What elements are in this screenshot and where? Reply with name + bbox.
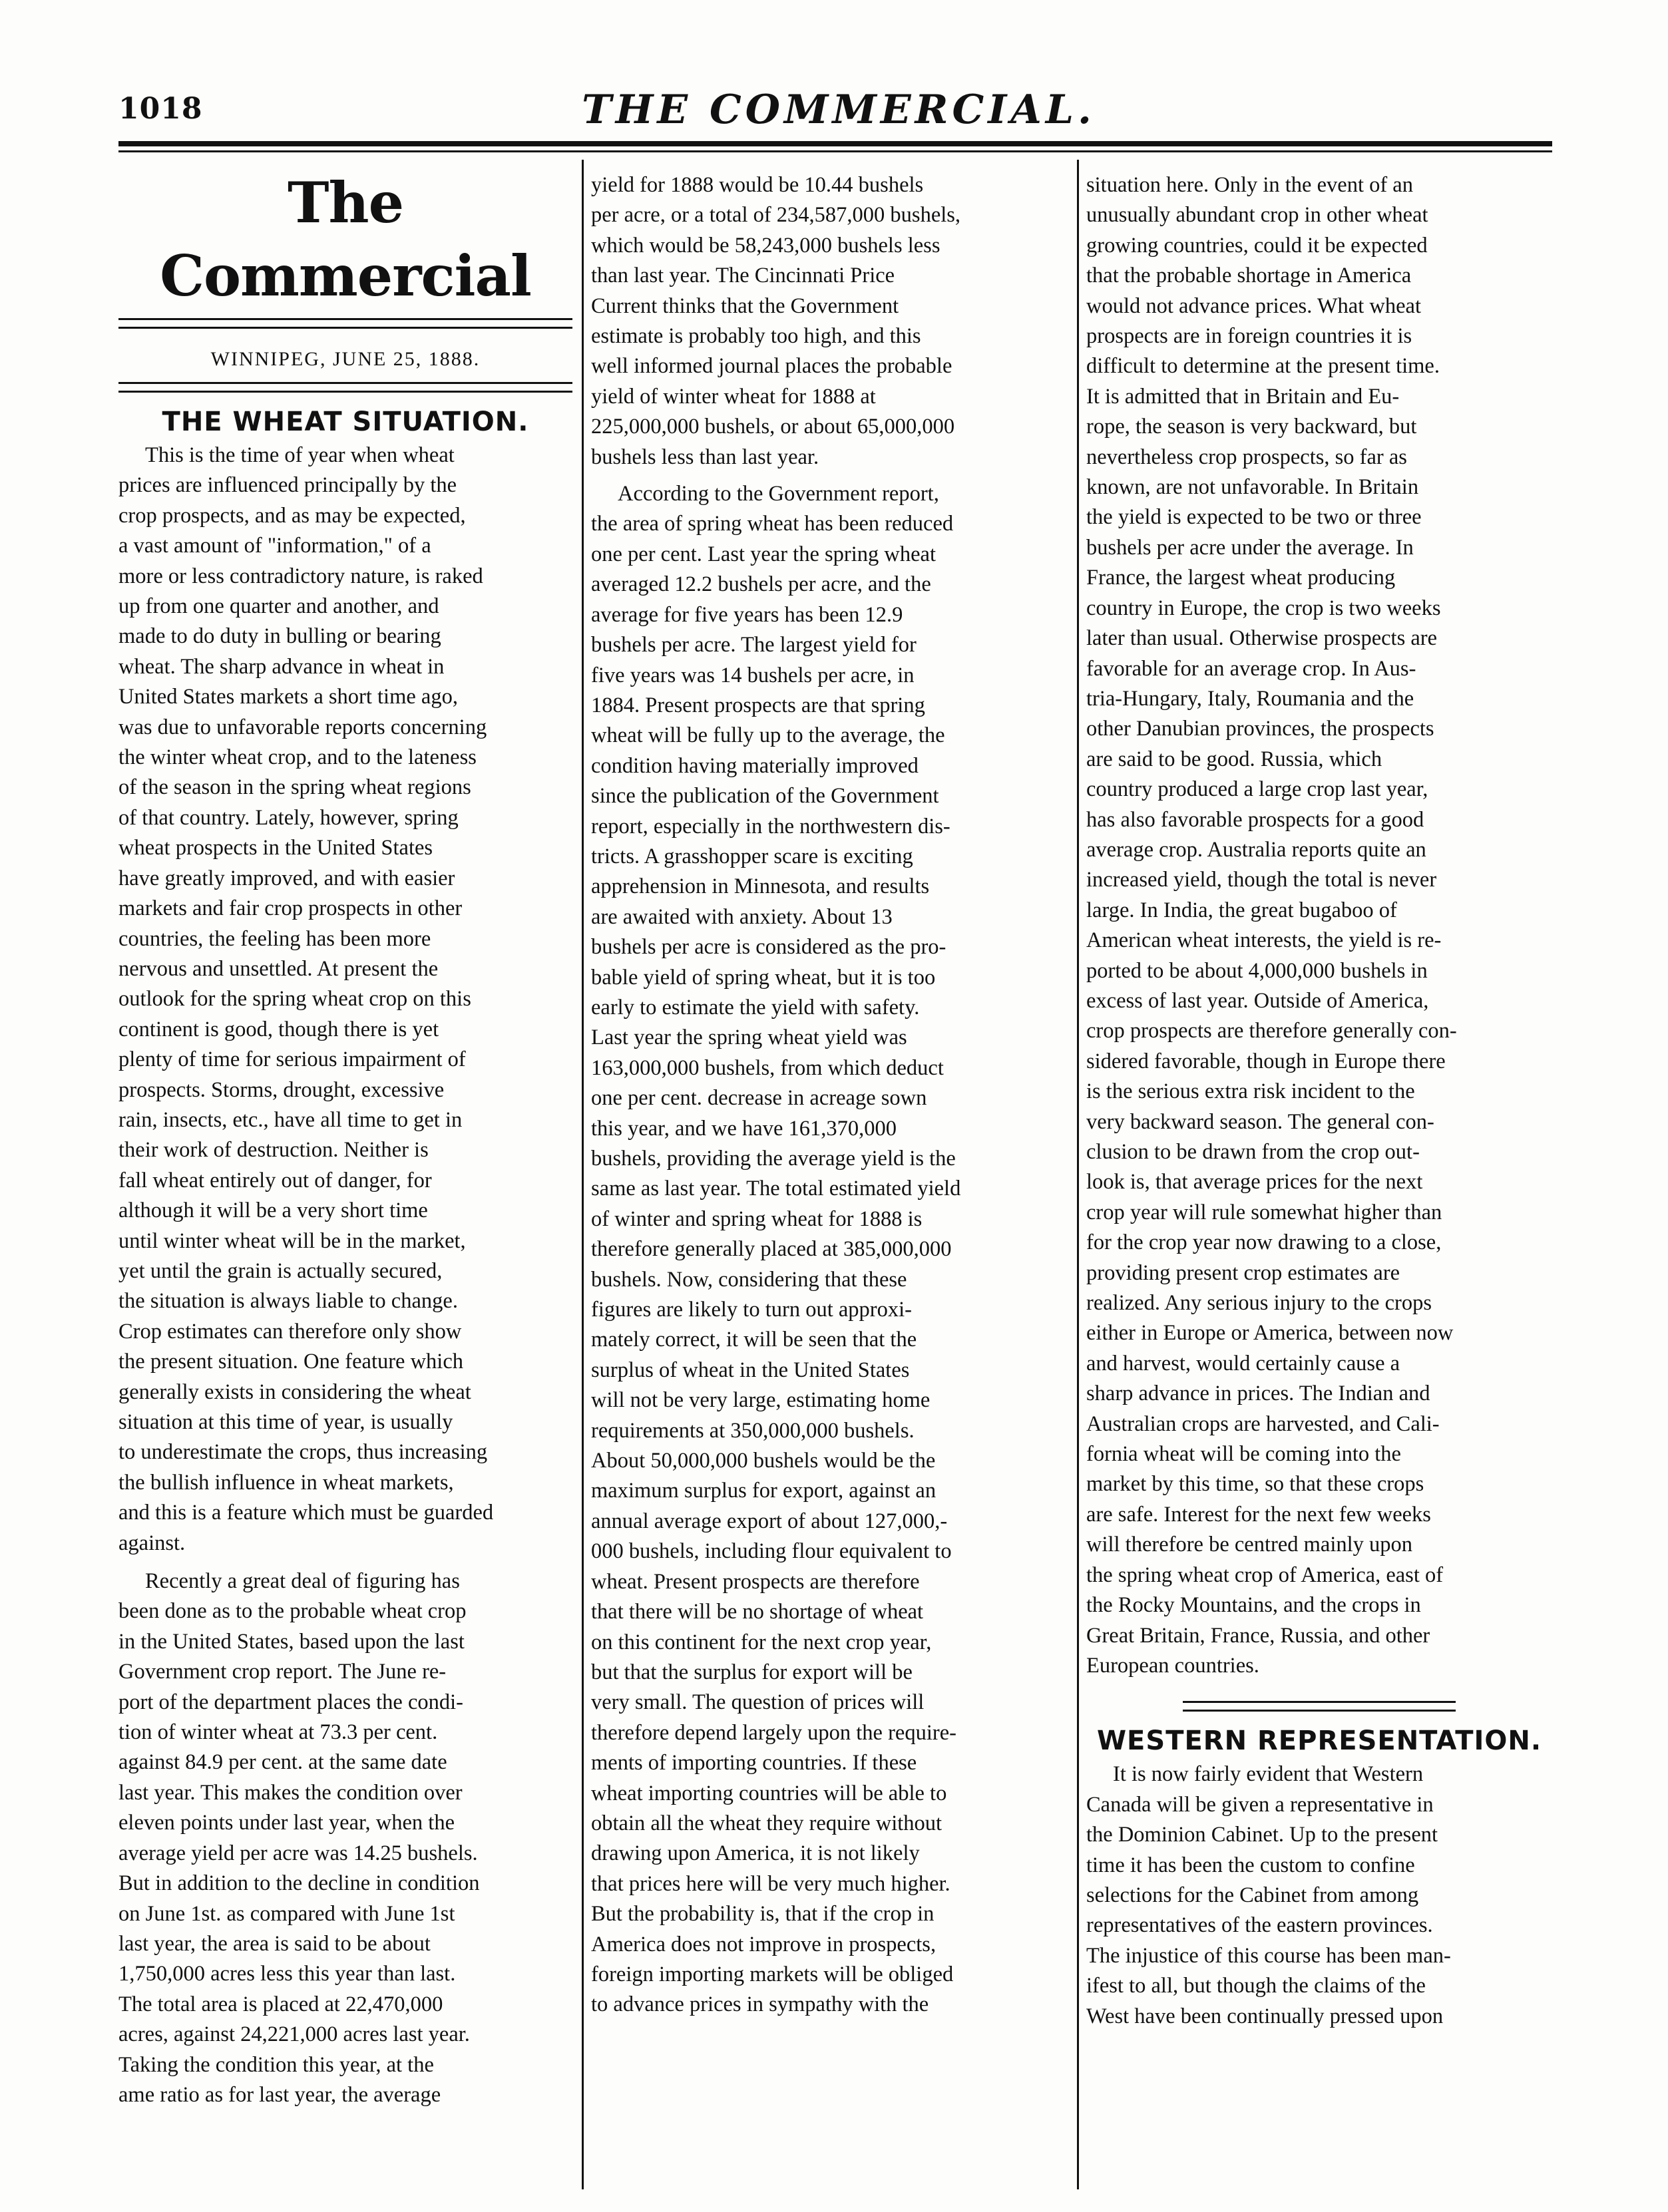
text-line: Great Britain, France, Russia, and other [1086,1623,1430,1648]
text-line: either in Europe or America, between now [1086,1321,1454,1346]
text-line: later than usual. Otherwise prospects are [1086,626,1438,651]
text-line: on June 1st. as compared with June 1st [118,1901,455,1926]
text-line: the spring wheat crop of America, east of [1086,1563,1444,1587]
text-line: more or less contradictory nature, is raked [118,564,483,588]
text-line: than last year. The Cincinnati Price [591,264,895,288]
text-line: Taking the condition this year, at the [118,2052,434,2077]
text-line: on this continent for the next crop year, [591,1630,932,1654]
text-line: It is admitted that in Britain and Eu- [1086,384,1400,409]
text-line: this year, and we have 161,370,000 [591,1116,897,1141]
text-line: have greatly improved, and with easier [118,866,455,890]
text-line: But in addition to the decline in condition [118,1871,480,1896]
text-line: European countries. [1086,1653,1259,1678]
text-line: early to estimate the yield with safety. [591,995,920,1019]
text-line: providing present crop estimates are [1086,1260,1400,1285]
text-line: Recently a great deal of figuring has [145,1569,460,1594]
text-line: and harvest, would certainly cause a [1086,1351,1400,1376]
text-line: plenty of time for serious impairment of [118,1047,466,1072]
text-line: in the United States, based upon the last [118,1629,465,1654]
text-line: country produced a large crop last year, [1086,777,1428,802]
text-line: wheat will be fully up to the average, the [591,723,945,748]
column-2 [591,170,1068,2020]
text-line: prices are influenced principally by the [118,473,457,498]
headline-western-representation: WESTERN REPRESENTATION. [1096,1726,1542,1757]
text-line: their work of destruction. Neither is [118,1138,429,1163]
text-line: up from one quarter and another, and [118,594,439,619]
text-line: to underestimate the crops, thus increasing [118,1440,488,1465]
text-line: been done as to the probable wheat crop [118,1599,467,1624]
text-line: About 50,000,000 bushels would be the [591,1449,936,1473]
text-line: that prices here will be very much higher. [591,1871,950,1896]
text-line: continent is good, though there is yet [118,1017,439,1041]
text-line: America does not improve in prospects, [591,1932,937,1956]
text-line: eleven points under last year, when the [118,1811,455,1835]
text-line: for the crop year now drawing to a close, [1086,1230,1442,1255]
text-line: situation here. Only in the event of an [1086,173,1413,197]
text-line: the area of spring wheat has been reduced [591,512,954,536]
text-line: against 84.9 per cent. at the same date [118,1750,447,1775]
text-line: will therefore be centred mainly upon [1086,1533,1413,1557]
text-line: nevertheless crop prospects, so far as [1086,445,1407,469]
text-line: since the publication of the Government [591,784,939,809]
column-3-text-western [1086,1759,1552,2032]
header-rule-top [118,141,1552,146]
text-line: acres, against 24,221,000 acres last year. [118,2022,470,2047]
text-line: was due to unfavorable reports concerning [118,715,487,739]
text-line: This is the time of year when wheat [145,443,455,467]
text-line: of the season in the spring wheat regions [118,775,471,800]
text-line: markets and fair crop prospects in other [118,896,463,921]
text-line: 163,000,000 bushels, from which deduct [591,1055,944,1080]
text-line: but that the surplus for export will be [591,1660,913,1684]
text-line: excess of last year. Outside of America, [1086,988,1429,1013]
text-line: other Danubian provinces, the prospects [1086,717,1434,741]
text-line: that the probable shortage in America [1086,264,1412,288]
text-line: 225,000,000 bushels, or about 65,000,000 [591,415,955,439]
text-line: apprehension in Minnesota, and results [591,874,930,899]
text-line: large. In India, the great bugaboo of [1086,898,1397,922]
text-line: United States markets a short time ago, [118,685,458,709]
text-line: France, the largest wheat producing [1086,566,1396,590]
text-line: the present situation. One feature which [118,1350,464,1374]
text-line: difficult to determine at the present time. [1086,354,1440,379]
text-line: therefore generally placed at 385,000,000 [591,1237,952,1262]
text-line: sharp advance in prices. The Indian and [1086,1382,1430,1406]
text-line: The injustice of this course has been man- [1086,1943,1451,1968]
text-line: bushels per acre is considered as the pro- [591,935,946,960]
text-line: are said to be good. Russia, which [1086,747,1382,771]
text-line: which would be 58,243,000 bushels less [591,233,940,258]
text-line: wheat importing countries will be able to [591,1781,947,1805]
text-line: would not advance prices. What wheat [1086,293,1421,318]
text-line: unusually abundant crop in other wheat [1086,203,1428,228]
text-line: wheat prospects in the United States [118,836,433,860]
text-line: bushels per acre under the average. In [1086,535,1414,560]
text-line: crop prospects, and as may be expected, [118,503,466,528]
masthead-title: The Commercial [160,170,531,309]
text-line: a vast amount of "information," of a [118,534,431,558]
column-rule-1 [582,160,584,2189]
text-line: the Dominion Cabinet. Up to the present [1086,1823,1438,1847]
text-line: bushels, providing the average yield is the [591,1147,956,1171]
text-line: drawing upon America, it is not likely [591,1841,920,1866]
text-line: until winter wheat will be in the market, [118,1228,466,1253]
text-line: rain, insects, etc., have all time to get in [118,1107,463,1132]
text-line: Current thinks that the Government [591,293,899,318]
text-line: well informed journal places the probable [591,354,952,379]
text-line: 1884. Present prospects are that spring [591,693,925,717]
text-line: fornia wheat will be coming into the [1086,1442,1401,1467]
column-2-text [591,170,1068,2020]
text-line: estimate is probably too high, and this [591,324,921,349]
text-line: Last year the spring wheat yield was [591,1025,907,1050]
text-line: the yield is expected to be two or three [1086,505,1422,530]
text-line: country in Europe, the crop is two weeks [1086,596,1441,620]
text-line: representatives of the eastern provinces. [1086,1913,1433,1938]
text-line: one per cent. decrease in acreage sown [591,1086,927,1111]
text-line: has also favorable prospects for a good [1086,807,1424,832]
text-line: the winter wheat crop, and to the lateness [118,745,477,770]
text-line: therefore depend largely upon the require- [591,1720,956,1745]
text-line: bushels. Now, considering that these [591,1267,907,1292]
text-line: selections for the Cabinet from among [1086,1883,1419,1907]
text-line: countries, the feeling has been more [118,926,431,951]
text-line: sidered favorable, though in Europe there [1086,1049,1446,1073]
text-line: American wheat interests, the yield is re- [1086,928,1442,953]
column-3 [1086,170,1552,2032]
text-line: against. [118,1531,186,1555]
masthead-rule [118,318,572,329]
text-line: annual average export of about 127,000,- [591,1509,948,1533]
running-head: THE COMMERCIAL. [582,87,1096,133]
text-line: tion of winter wheat at 73.3 per cent. [118,1720,438,1745]
text-line: ments of importing countries. If these [591,1751,917,1775]
text-line: look is, that average prices for the next [1086,1170,1423,1195]
text-line: rope, the season is very backward, but [1086,415,1417,439]
text-line: bable yield of spring wheat, but it is too [591,965,936,990]
dateline-rule [118,382,572,393]
text-line: Crop estimates can therefore only show [118,1319,462,1344]
text-line: requirements at 350,000,000 bushels. [591,1418,915,1443]
text-line: the bullish influence in wheat markets, [118,1470,454,1495]
text-line: wheat. Present prospects are therefore [591,1569,920,1594]
text-line: same as last year. The total estimated yield [591,1177,961,1201]
text-line: Australian crops are harvested, and Cali- [1086,1411,1440,1436]
text-line: obtain all the wheat they require without [591,1811,942,1835]
text-line: very backward season. The general con- [1086,1109,1434,1134]
text-line: crop year will rule somewhat higher than [1086,1200,1442,1224]
text-line: are safe. Interest for the next few weeks [1086,1502,1431,1527]
text-line: crop prospects are therefore generally con- [1086,1019,1457,1043]
text-line: known, are not unfavorable. In Britain [1086,475,1419,500]
text-line: condition having materially improved [591,753,919,778]
text-line: Government crop report. The June re- [118,1660,447,1684]
header-rule-bottom [118,150,1552,152]
text-line: is the serious extra risk incident to the [1086,1079,1415,1104]
text-line: figures are likely to turn out approxi- [591,1298,912,1322]
text-line: to advance prices in sympathy with the [591,1992,929,2017]
text-line: increased yield, though the total is never [1086,868,1437,892]
text-line: favorable for an average crop. In Aus- [1086,656,1416,681]
text-line: although it will be a very short time [118,1198,428,1223]
text-line: wheat. The sharp advance in wheat in [118,654,445,679]
text-line: per acre, or a total of 234,587,000 bushels, [591,203,961,228]
text-line: growing countries, could it be expected [1086,233,1428,258]
text-line: last year. This makes the condition over [118,1780,463,1805]
text-line: tria-Hungary, Italy, Roumania and the [1086,686,1414,711]
text-line: nervous and unsettled. At present the [118,956,439,981]
text-line: surplus of wheat in the United States [591,1358,910,1382]
headline-wheat-situation: THE WHEAT SITUATION. [162,407,529,437]
dateline: WINNIPEG, JUNE 25, 1888. [210,348,481,370]
text-line: report, especially in the northwestern dis- [591,814,950,838]
text-line: that there will be no shortage of wheat [591,1600,924,1624]
text-line: of that country. Lately, however, spring [118,805,459,830]
text-line: very small. The question of prices will [591,1690,925,1715]
text-line: made to do duty in bulling or bearing [118,624,441,649]
text-line: West have been continually pressed upon [1086,2004,1444,2028]
text-line: But the probability is, that if the crop in [591,1902,935,1927]
text-line: 000 bushels, including flour equivalent to [591,1539,952,1564]
text-line: average crop. Australia reports quite an [1086,837,1426,862]
text-line: fall wheat entirely out of danger, for [118,1168,432,1193]
text-line: It is now fairly evident that Western [1113,1762,1424,1787]
text-line: will not be very large, estimating home [591,1388,931,1413]
text-line: average yield per acre was 14.25 bushels. [118,1841,478,1865]
text-line: of winter and spring wheat for 1888 is [591,1206,923,1231]
text-line: bushels per acre. The largest yield for [591,633,917,657]
text-line: one per cent. Last year the spring wheat [591,542,936,566]
text-line: realized. Any serious injury to the crops [1086,1291,1432,1316]
text-line: port of the department places the condi- [118,1690,464,1714]
text-line: tricts. A grasshopper scare is exciting [591,844,913,868]
text-line: ame ratio as for last year, the average [118,2082,441,2107]
page-number: 1018 [118,92,203,126]
text-line: bushels less than last year. [591,445,819,469]
text-line: last year, the area is said to be about [118,1931,431,1956]
text-line: five years was 14 bushels per acre, in [591,663,915,687]
text-line: maximum surplus for export, against an [591,1479,937,1503]
article-separator-rule [1183,1701,1456,1712]
text-line: time it has been the custom to confine [1086,1853,1415,1877]
text-line: average for five years has been 12.9 [591,602,903,627]
text-line: the situation is always liable to change. [118,1289,458,1314]
text-line: ifest to all, but though the claims of the [1086,1974,1426,1998]
text-line: ported to be about 4,000,000 bushels in [1086,958,1428,983]
text-line: mately correct, it will be seen that the [591,1328,917,1352]
text-line: prospects are in foreign countries it is [1086,324,1412,349]
text-line: averaged 12.2 bushels per acre, and the [591,572,931,597]
text-line: The total area is placed at 22,470,000 [118,1992,443,2016]
text-line: Canada will be given a representative in [1086,1792,1434,1817]
text-line: are awaited with anxiety. About 13 [591,904,893,929]
column-rule-2 [1077,160,1079,2189]
column-3-text [1086,170,1552,1681]
text-line: market by this time, so that these crops [1086,1472,1424,1497]
text-line: generally exists in considering the wheat [118,1380,471,1404]
column-1 [118,166,572,2110]
text-line: the Rocky Mountains, and the crops in [1086,1593,1421,1618]
text-line: prospects. Storms, drought, excessive [118,1077,445,1102]
text-line: and this is a feature which must be guarded [118,1501,494,1525]
text-line: yield of winter wheat for 1888 at [591,384,876,409]
text-line: situation at this time of year, is usually [118,1410,453,1434]
text-line: yet until the grain is actually secured, [118,1258,443,1283]
text-line: clusion to be drawn from the crop out- [1086,1140,1420,1164]
text-line: According to the Government report, [618,482,939,506]
text-line: outlook for the spring wheat crop on this [118,987,471,1012]
column-1-text [118,441,572,2110]
text-line: foreign importing markets will be obliged [591,1962,954,1986]
text-line: 1,750,000 acres less this year than last. [118,1962,456,1986]
text-line: yield for 1888 would be 10.44 bushels [591,173,924,197]
